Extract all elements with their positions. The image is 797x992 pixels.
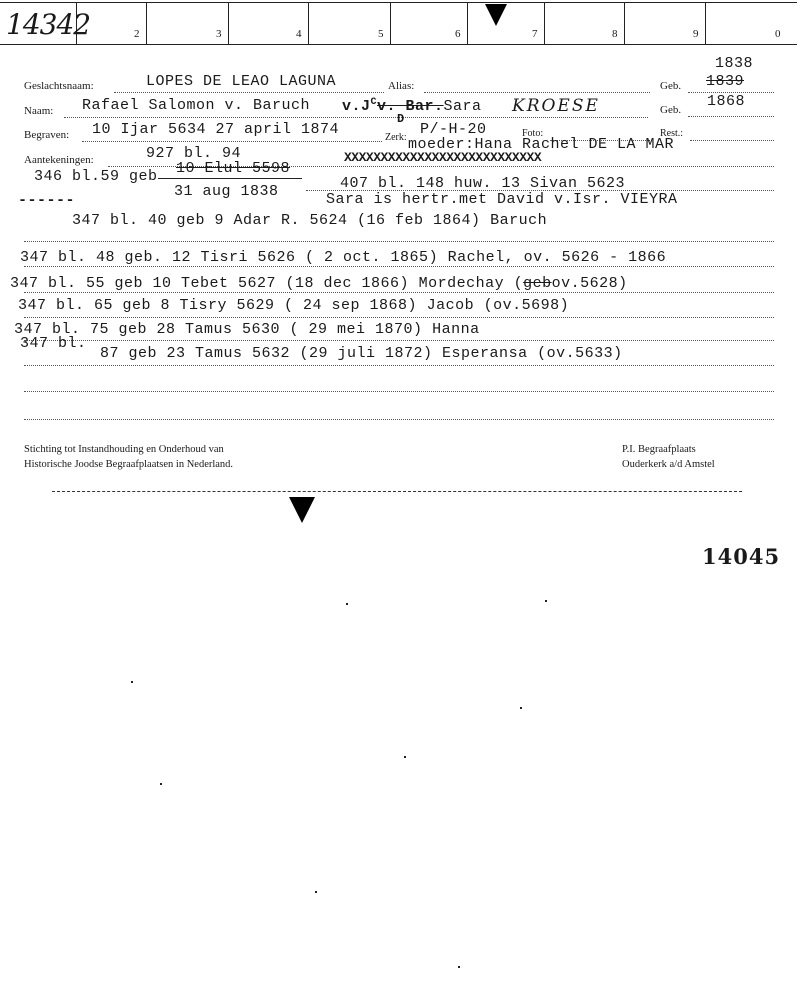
line-7: 347 bl. 75 geb 28 Tamus 5630 ( 29 mei 1870) Hanna <box>14 321 480 338</box>
footer-cemetery-line-1: P.I. Begraafplaats <box>622 444 696 455</box>
speck <box>520 707 522 709</box>
footer-org-line-1: Stichting tot Instandhouding en Onderhoud van <box>24 444 224 455</box>
speck <box>545 600 547 602</box>
speck <box>404 756 406 758</box>
mother-line: moeder:Hana Rachel DE LA MAR <box>408 136 675 153</box>
back-card-number: 14045 <box>702 544 781 569</box>
line-5: 347 bl. 55 geb 10 Tebet 5627 (18 dec 1866) Mordechay (gebov.5628) <box>10 275 628 292</box>
header-col-divider <box>228 2 229 44</box>
surname-value: LOPES DE LEAO LAGUNA <box>146 73 337 90</box>
column-number: 9 <box>693 28 699 40</box>
born-label-1: Geb. <box>660 80 682 92</box>
spouse-prefix: $v.J^Cv$. Bar.Sara <box>342 97 482 115</box>
zerk-value: P/-H-20 <box>420 121 487 138</box>
name-label: Naam: <box>24 105 54 117</box>
card-bottom-edge <box>52 491 742 492</box>
speck <box>346 603 348 605</box>
buried-label: Begraven: <box>24 129 70 141</box>
header-col-divider <box>544 2 545 44</box>
born-2: 1868 <box>707 93 746 110</box>
column-number: 7 <box>532 28 538 40</box>
line-2-right: Sara is hertr.met David v.Isr. VIEYRA <box>326 191 678 208</box>
surname-label: Geslachtsnaam: <box>24 80 94 92</box>
line-1-left: 346 bl.59 geb <box>34 168 158 185</box>
header-top-line <box>0 2 797 3</box>
line-2-dash: ------ <box>18 192 76 209</box>
notes-ref: 927 bl. 94 <box>146 145 242 162</box>
footer-org-line-2: Historische Joodse Begraafplaatsen in Nederland. <box>24 459 234 470</box>
speck <box>131 681 133 683</box>
column-number: 8 <box>612 28 618 40</box>
header-col-divider <box>705 2 706 44</box>
header-col-divider <box>308 2 309 44</box>
column-number: 5 <box>378 28 384 40</box>
punch-marker-bottom <box>287 495 317 525</box>
name-value: Rafael Salomon v. Baruch <box>82 97 311 114</box>
speck <box>458 966 460 968</box>
line-3: 347 bl. 40 geb 9 Adar R. 5624 (16 feb 1864) Baruch <box>72 212 548 229</box>
line-1-date-below: 31 aug 1838 <box>174 183 279 200</box>
spouse-handwritten: KROESE <box>512 96 600 116</box>
line-6: 347 bl. 65 geb 8 Tisry 5629 ( 24 sep 1868) Jacob (ov.5698) <box>18 297 570 314</box>
punch-marker-top <box>483 2 509 28</box>
line-8: 87 geb 23 Tamus 5632 (29 juli 1872) Esperansa (ov.5633) <box>100 345 623 362</box>
born-1-bottom: 1839 <box>706 73 745 90</box>
header-col-divider <box>390 2 391 44</box>
zerk-label: Zerk: <box>385 132 407 143</box>
line-1-date-struck: 10 Elul 5598 <box>176 160 291 177</box>
column-number: 6 <box>455 28 461 40</box>
line-8-prefix: 347 bl. <box>20 335 87 352</box>
header-col-divider <box>467 2 468 44</box>
alias-label: Alias: <box>388 80 415 92</box>
born-1-top: 1838 <box>715 55 754 72</box>
speck <box>160 783 162 785</box>
column-number: 4 <box>296 28 302 40</box>
column-number: 3 <box>216 28 222 40</box>
header-bottom-line <box>0 44 797 45</box>
struck-x-text: XXXXXXXXXXXXXXXXXXXXXXXXXXX <box>344 150 542 165</box>
zerk-mark: D <box>397 112 405 126</box>
notes-label: Aantekeningen: <box>24 154 94 166</box>
header-col-divider <box>146 2 147 44</box>
card-number: 14342 <box>6 8 91 41</box>
column-number: 2 <box>134 28 140 40</box>
buried-value: 10 Ijar 5634 27 april 1874 <box>92 121 340 138</box>
speck <box>315 891 317 893</box>
line-4: 347 bl. 48 geb. 12 Tisri 5626 ( 2 oct. 1865) Rachel, ov. 5626 - 1866 <box>20 249 667 266</box>
column-number: 0 <box>775 28 781 40</box>
line-1-right: 407 bl. 148 huw. 13 Sivan 5623 <box>340 175 626 192</box>
rest-label: Rest.: <box>660 128 684 139</box>
footer-cemetery-line-2: Ouderkerk a/d Amstel <box>622 459 715 470</box>
born-label-2: Geb. <box>660 104 682 116</box>
header-col-divider <box>624 2 625 44</box>
photo-label: Foto: <box>522 128 544 139</box>
